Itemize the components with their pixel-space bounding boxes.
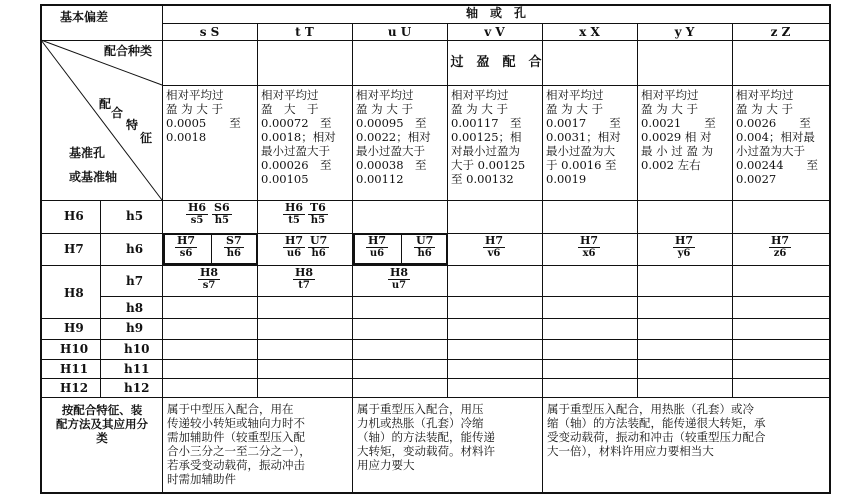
fit-h7-x6: $\frac{H7}{x6}$ [580, 234, 599, 259]
row-hole-h11: H11 [60, 362, 89, 376]
fit-char-label-2: 合 [111, 106, 124, 120]
fit-h7-s6: $\frac{H7}{s6}$ [177, 234, 196, 259]
footer-desc-u-v: 属于重型压入配合，用压 力机或热胀（孔套）冷缩 （轴）的方法装配，能传递 大转矩，变动载荷。材料许 用应力要大 [357, 402, 495, 472]
footer-label: 按配合特征、装 配方法及其应用分 类 [56, 403, 148, 445]
row-shaft-h8: h8 [126, 301, 144, 315]
row-shaft-h9: h9 [126, 321, 144, 335]
basis-shaft-label: 或基准轴 [69, 170, 118, 184]
column-header-u: u U [387, 25, 412, 39]
row-hole-h7: H7 [64, 242, 84, 256]
footer-desc-x-z: 属于重型压入配合，用热胀（孔套）或冷 缩（轴）的方法装配，能传递很大转矩，承 受变动载荷，振动和冲击（较重型压力配合 大一倍），材料许用应力要相当大 [547, 402, 766, 458]
fit-type-value: 过 盈 配 合 [450, 55, 542, 70]
characteristic-x: 相对平均过 盈 为 大 于 0.0017 至 0.0031；相对 最小过盈为大 于 0.0016 至 0.0019 [546, 88, 621, 186]
fit-h7-z6: $\frac{H7}{z6}$ [771, 234, 790, 259]
row-hole-h10: H10 [60, 342, 89, 356]
rule [211, 233, 212, 265]
fit-char-label-3: 特 [126, 118, 139, 132]
fit-h8-t7: $\frac{H8}{t7}$ [295, 266, 314, 291]
fit-u7-h6-t: $\frac{U7}{h6}$ [310, 234, 328, 259]
rule [401, 233, 402, 265]
fit-char-label-4: 征 [140, 131, 153, 145]
fit-h7-u6-t: $\frac{H7}{u6}$ [285, 234, 304, 259]
row-hole-h12: H12 [60, 381, 89, 395]
basis-hole-label: 基准孔 [69, 146, 106, 160]
characteristic-s: 相对平均过 盈 为 大 于 0.0005 至 0.0018 [166, 88, 241, 144]
fit-u7-h6: $\frac{U7}{h6}$ [416, 234, 434, 259]
row-hole-h8: H8 [64, 286, 84, 300]
fit-char-label-1: 配 [99, 97, 112, 111]
fit-h7-u6: $\frac{H7}{u6}$ [368, 234, 387, 259]
column-header-x: x X [579, 25, 600, 39]
row-shaft-h11: h11 [124, 362, 150, 376]
row-shaft-h5: h5 [126, 209, 144, 223]
fit-h8-s7: $\frac{H8}{s7}$ [200, 266, 219, 291]
row-hole-h6: H6 [64, 209, 84, 223]
fit-h7-v6: $\frac{H7}{v6}$ [485, 234, 504, 259]
row-hole-h9: H9 [64, 321, 84, 335]
row-shaft-h12: h12 [124, 381, 150, 395]
fit-s7-h6: $\frac{S7}{h6}$ [226, 234, 242, 259]
footer-desc-s-t: 属于中型压入配合，用在 传递较小转矩或轴向力时不 需加辅助件（较重型压入配 合小三分之一至二分之一）， 若承受变动载荷，振动冲击 时需加辅助件 [167, 402, 311, 486]
shaft-or-hole-label: 轴 或 孔 [465, 6, 526, 20]
fit-h6-s5: $\frac{H6}{s5}$ [188, 201, 207, 226]
characteristic-t: 相对平均过 盈 大 于 0.00072 至 0.0018；相对 最小过盈大于 0.00026 至 0.00105 [261, 88, 336, 186]
characteristic-u: 相对平均过 盈 为 大 于 0.00095 至 0.0022；相对 最小过盈大于 0.00038 至 0.00112 [356, 88, 431, 186]
fit-h6-t5: $\frac{H6}{t5}$ [285, 201, 304, 226]
characteristic-y: 相对平均过 盈 为 大 于 0.0021 至 0.0029 相 对 最 小 过 盈 为 0.002 左右 [641, 88, 716, 172]
fit-h8-u7: $\frac{H8}{u7}$ [390, 266, 409, 291]
fit-type-label: 配合种类 [104, 44, 153, 58]
fit-t6-h5: $\frac{T6}{h5}$ [310, 201, 326, 226]
characteristic-v: 相对平均过 盈 为 大 于 0.00117 至 0.00125；相 对最小过盈为 大于 0.00125 至 0.00132 [451, 88, 526, 186]
row-shaft-h6: h6 [126, 242, 144, 256]
column-header-y: y Y [674, 25, 695, 39]
basic-deviation-label: 基本偏差 [60, 10, 109, 24]
column-header-z: z Z [770, 25, 791, 39]
characteristic-z: 相对平均过 盈 为 大 于 0.0026 至 0.004；相对最 小过盈为大于 0.00244 至 0.0027 [736, 88, 819, 186]
row-shaft-h10: h10 [124, 342, 150, 356]
column-header-v: v V [484, 25, 505, 39]
column-header-s: s S [199, 25, 220, 39]
fit-h7-y6: $\frac{H7}{y6}$ [675, 234, 694, 259]
column-header-t: t T [295, 25, 314, 39]
row-shaft-h7: h7 [126, 274, 144, 288]
fit-s6-h5: $\frac{S6}{h5}$ [214, 201, 230, 226]
